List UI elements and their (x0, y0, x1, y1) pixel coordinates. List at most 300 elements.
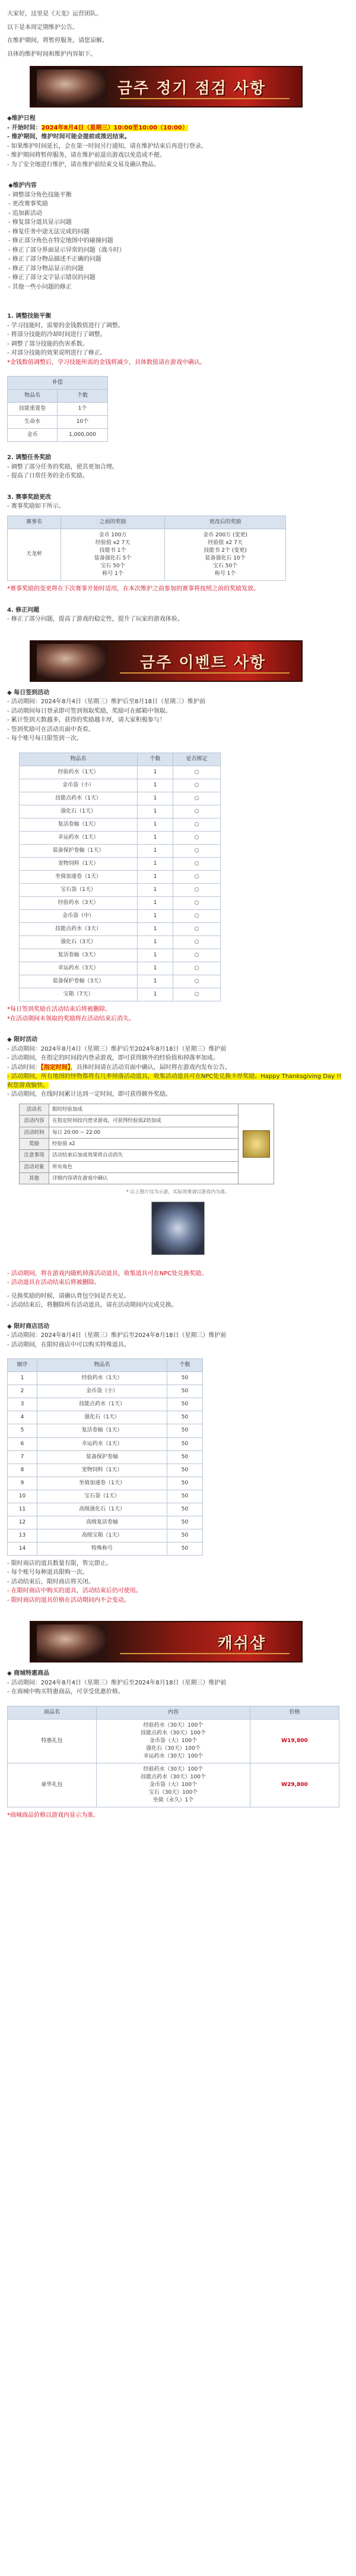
table-cell: 其他 (20, 1172, 49, 1184)
table-row (20, 897, 221, 910)
table-cell: 4 (8, 1411, 37, 1424)
list-item: - 如果维护时间延长，会在第一时间另行通知，请在维护结束后再进行登录。 (7, 143, 207, 150)
list-item: - 赛事奖励如下所示。 (7, 503, 65, 510)
table-cell: 技能点药水（3天） (20, 923, 138, 936)
table-cell: ○ (173, 975, 221, 988)
maintenance-content (7, 182, 349, 292)
table-cell: 复活卷轴（3天） (20, 949, 138, 962)
banner-title: 금주 이벤트 사항 (140, 653, 266, 672)
cashshop-section (7, 1670, 349, 1820)
table-cell: 复活卷轴（1天） (20, 818, 138, 831)
table-cell: ○ (173, 897, 221, 910)
table-cell: 幸运药水（3天） (20, 962, 138, 975)
event-checkin (7, 689, 349, 1024)
time-value: 2024年8月4日（星期三）10:00至10:00（10:00） (41, 124, 188, 131)
table-row (8, 1529, 203, 1542)
table-cell: 1 (138, 831, 173, 844)
maintenance-schedule (7, 115, 349, 169)
table-cell: 每日 20:00 ~ 22:00 (49, 1127, 239, 1138)
table-row (20, 923, 221, 936)
compensation-table (7, 376, 108, 442)
event-item-image (151, 1202, 205, 1255)
reward-line: 技能书 2个 (变更) (204, 547, 247, 554)
character-image (37, 69, 108, 106)
table-cell: 经验值 x2 (49, 1138, 239, 1149)
table-row (20, 766, 221, 779)
reward-line: 宝石 50个 (100, 562, 125, 569)
column-header: 物品名 (20, 753, 138, 766)
section-event-reward (7, 494, 349, 594)
table-cell: 活动名 (20, 1104, 49, 1115)
note: *赛事奖励的变更将在下次赛事开始时适用，在本次维护之前参加的赛事将按照之前的奖励发放。 (7, 586, 259, 593)
column-header: 顺序 (8, 1359, 37, 1372)
column-header: 是否绑定 (173, 753, 221, 766)
table-cell: 1 (138, 949, 173, 962)
column-header: 之前的奖励 (61, 516, 165, 529)
table-row (8, 1398, 203, 1411)
table-row (20, 1127, 274, 1138)
table-cell: 宠物饲料（1天） (37, 1464, 167, 1477)
list-item: - 为了安全地进行维护，请在维护前结束交易及确认物品。 (7, 161, 160, 168)
table-cell: ○ (173, 988, 221, 1001)
table-cell: ○ (173, 884, 221, 897)
character-image (37, 644, 108, 681)
table-title: 补偿 (8, 377, 108, 390)
table-row (20, 1104, 274, 1115)
table-cell: 经验药水（1天） (37, 1372, 167, 1385)
banner-title: 캐쉬샵 (217, 1635, 266, 1653)
table-cell: 3 (8, 1398, 37, 1411)
list-item: - 活动期间，将在游戏内随机掉落活动道具，收集道具可在NPC处兑换奖励。 (7, 1270, 208, 1277)
banner-divider (120, 1653, 290, 1654)
table-cell: 高级强化石（1天） (37, 1503, 167, 1516)
table-cell: 50 (167, 1542, 203, 1555)
table-cell: 1 (138, 857, 173, 870)
table-row (20, 818, 221, 831)
content-line: 金币袋（大）100个 (149, 1782, 198, 1788)
table-row (8, 1450, 203, 1464)
event-detail-table (19, 1104, 274, 1184)
table-cell: ○ (173, 857, 221, 870)
list-item: - 修正了部分文字显示错误的问题 (8, 274, 96, 281)
table-row (8, 403, 108, 416)
list-item: - 活动道具在活动结束后将被删除。 (7, 1279, 100, 1287)
cashshop-table (7, 1706, 339, 1808)
event-icon (243, 1130, 270, 1158)
greeting: 大家好，这里是《天龙》运营团队。 (7, 11, 102, 17)
table-row (20, 844, 221, 857)
list-item: ，具体时间请在活动页面中确认，届时将在游戏内发布公告。 (70, 1064, 231, 1071)
table-row (20, 975, 221, 988)
note: *在活动期间未领取的奖励将在活动结束后消失。 (7, 1015, 135, 1022)
table-cell: 技能点药水（1天） (37, 1398, 167, 1411)
table-cell: 宝石袋（1天） (37, 1490, 167, 1503)
table-row (8, 1424, 203, 1437)
list-item: - 追加新活动 (8, 210, 42, 217)
table-row (20, 910, 221, 923)
table-cell: 活动结束后加成效果将自动消失 (49, 1150, 239, 1161)
table-cell: 宝石袋（1天） (20, 884, 138, 897)
highlight-line: - 活动期间，所有地图的怪物都将有几率掉落活动道具，收集活动道具可在NPC处兑换丰厚奖励。Happy Thanksgiving Day !! 祝您游戏愉快。 (7, 1073, 342, 1089)
table-row (20, 962, 221, 975)
table-row (20, 1150, 274, 1161)
table-cell: 1 (138, 844, 173, 857)
list-item: - 活动期间，在线时间累计达到一定时间，即可获得额外奖励。 (7, 1091, 171, 1098)
reward-line: 经验值 x2 7天 (95, 539, 131, 546)
section-heading: 4. 修正问题 (7, 606, 40, 614)
table-cell: 详细内容请在游戏中确认 (49, 1172, 239, 1184)
table-cell: 50 (167, 1372, 203, 1385)
table-cell: 生命水 (8, 416, 58, 429)
table-cell: 坐骑加速卷（1天） (20, 870, 138, 883)
table-cell: 金币袋（小） (20, 779, 138, 792)
table-cell: 注意事项 (20, 1150, 49, 1161)
table-row (20, 1115, 274, 1127)
list-item: - 将部分技能的冷却时间进行了调整。 (7, 331, 106, 338)
table-row (8, 1477, 203, 1490)
table-cell: 强化石（3天） (20, 936, 138, 949)
table-cell: ○ (173, 949, 221, 962)
price-cell: W19,800 (250, 1719, 339, 1763)
table-cell: 1 (138, 988, 173, 1001)
list-item: - 在限时商店中购买的道具，活动结束后仍可使用。 (7, 1588, 142, 1595)
table-cell: 50 (167, 1437, 203, 1450)
table-cell: 奖励 (20, 1138, 49, 1149)
table-cell: 幸运药水（1天） (20, 831, 138, 844)
event-banner (30, 640, 303, 682)
column-header: 个数 (57, 390, 107, 403)
table-cell: 宠物饲料（1天） (20, 857, 138, 870)
table-cell: 1 (138, 818, 173, 831)
table-cell: 技能重置卷 (8, 403, 58, 416)
table-cell: 特惠礼包 (8, 1719, 97, 1763)
note: *商城商品价格以游戏内显示为准。 (7, 1812, 99, 1819)
list-item: - 活动期间：2024年8月4日（星期三）维护后至2024年8月18日（星期三）维护前 (7, 1332, 227, 1339)
table-cell: ○ (173, 936, 221, 949)
list-item: - 维护期间，维护时间可能会提前或推迟结束。 (7, 134, 131, 140)
reward-line: 技能书 1个 (99, 547, 126, 554)
table-cell: 活动内容 (20, 1115, 49, 1127)
list-item: - 维护期间将暂停服务，请在维护前退出游戏以免造成不便。 (7, 152, 166, 159)
table-body (20, 1104, 274, 1184)
reward-line: 金币 200万 (变更) (203, 532, 248, 538)
list-item: - 更改赛事奖励 (8, 201, 48, 207)
event-drop (7, 1270, 349, 1310)
table-cell: ○ (173, 870, 221, 883)
table-row (20, 988, 221, 1001)
character-image (37, 1624, 108, 1661)
table-cell: 1 (138, 884, 173, 897)
table-cell: 1 (138, 923, 173, 936)
table-cell: 天龙杯 (8, 529, 61, 580)
intro-line: 具体的维护时间和维护内容如下。 (7, 50, 96, 58)
table-row (8, 1516, 203, 1529)
list-item: - 修正了部分问题，提高了游戏的稳定性，提升了玩家的游戏体验。 (7, 616, 183, 623)
content-line: 宝石（30天）100个 (148, 1790, 198, 1796)
table-cell (97, 1719, 250, 1763)
section-heading: 2. 调整任务奖励 (7, 454, 52, 462)
event-timed (7, 1036, 349, 1254)
table-cell: 1,000,000 (57, 429, 107, 442)
table-row (8, 1411, 203, 1424)
table-cell: 活动对象 (20, 1161, 49, 1172)
table-row (20, 805, 221, 818)
reward-table (7, 516, 286, 581)
table-row (20, 949, 221, 962)
table-cell: 50 (167, 1411, 203, 1424)
table-row (8, 1503, 203, 1516)
table-row (8, 1719, 339, 1763)
column-header: 个数 (167, 1359, 203, 1372)
table-cell: 1 (138, 805, 173, 818)
list-item: - 其他一些小问题的修正 (8, 283, 72, 290)
list-item: - 活动期间：2024年8月4日（星期三）维护后至8月18日（星期三）维护前 (7, 698, 206, 706)
column-header: 更改后的奖励 (165, 516, 286, 529)
table-row (8, 1437, 203, 1450)
list-item: - 累计签到天数越多，获得的奖励越丰厚，请大家积极参与！ (7, 717, 166, 724)
table-cell: 限时经验加成 (49, 1104, 239, 1115)
table-cell: 1 (138, 766, 173, 779)
list-item: - 学习技能时，需要的金钱数值进行了调整。 (7, 322, 124, 329)
section-heading: ◆ 商城特惠商品 (7, 1670, 50, 1677)
table-row (20, 936, 221, 949)
table-cell: 装备保护卷轴（1天） (20, 844, 138, 857)
table-body (8, 1719, 339, 1807)
table-cell: 50 (167, 1477, 203, 1490)
table-cell: 金币袋（小） (37, 1385, 167, 1398)
list-item: - 活动期间，在限时商店中可以购买特殊道具。 (7, 1341, 130, 1348)
table-row (8, 529, 286, 580)
table-cell (61, 529, 165, 580)
table-cell: 50 (167, 1424, 203, 1437)
table-cell: 1 (138, 910, 173, 923)
maintenance-banner (30, 66, 303, 108)
table-cell: 13 (8, 1529, 37, 1542)
table-row (8, 1464, 203, 1477)
list-item: - 在商城中购买特惠商品，可享受优惠价格。 (7, 1689, 124, 1696)
table-cell: 1 (138, 897, 173, 910)
content-line: 经验药水（30天）100个 (143, 1766, 204, 1773)
list-item: - 修正了部分界面显示异常的问题（战斗时） (8, 246, 125, 254)
table-body (20, 766, 221, 1001)
table-row (20, 779, 221, 792)
table-cell: 强化石（1天） (37, 1411, 167, 1424)
content-line: 金币袋（大）100个 (149, 1738, 198, 1744)
list-item: - 修正了部分物品显示的问题 (8, 265, 84, 272)
table-cell: 50 (167, 1503, 203, 1516)
checkin-reward-table (19, 753, 221, 1002)
table-cell: 金币 (8, 429, 58, 442)
table-cell: 特殊称号 (37, 1542, 167, 1555)
content-line: 强化石（30天）100个 (146, 1746, 201, 1752)
table-cell (97, 1763, 250, 1807)
highlight-tag: 【指定时间】 (40, 1064, 71, 1071)
table-row (8, 1763, 339, 1807)
table-cell: ○ (173, 805, 221, 818)
list-item: - 活动时间： (7, 1064, 41, 1071)
table-cell: 高级复活卷轴 (37, 1516, 167, 1529)
column-header: 内容 (97, 1706, 250, 1719)
section-bugfix (7, 606, 349, 624)
table-cell: 坐骑加速卷（1天） (37, 1477, 167, 1490)
table-cell: 14 (8, 1542, 37, 1555)
table-cell: 复活卷轴（1天） (37, 1424, 167, 1437)
section-heading: ◆维护内容 (8, 182, 37, 189)
table-cell: 5 (8, 1424, 37, 1437)
reward-line: 装备强化石 5个 (94, 555, 132, 561)
list-item: - 活动结束后，将删除所有活动道具，请在活动期间内完成兑换。 (7, 1302, 177, 1309)
table-cell: 1 (138, 792, 173, 805)
table-cell: ○ (173, 779, 221, 792)
table-row (20, 1138, 274, 1149)
table-cell: 1 (138, 936, 173, 949)
list-item: - 调整部分角色技能平衡 (8, 191, 72, 198)
list-item: - 每个账号每种道具限购一次。 (7, 1569, 88, 1576)
reward-line: 经验值 x2 7天 (208, 539, 243, 546)
table-cell: ○ (173, 923, 221, 936)
note: *金钱数值调整后，学习技能所需的金钱将减少，具体数值请在游戏中确认。 (7, 359, 206, 366)
table-cell: 50 (167, 1529, 203, 1542)
list-item: - 兑换奖励的时候，请确认背包空间是否充足。 (7, 1292, 130, 1300)
section-heading: ◆ 限时活动 (7, 1036, 38, 1044)
table-cell (165, 529, 286, 580)
list-item: - 修复部分道具显示问题 (8, 219, 72, 226)
banner-divider (120, 98, 290, 99)
table-cell: 12 (8, 1516, 37, 1529)
table-cell: 6 (8, 1437, 37, 1450)
section-heading: ◆ 每日签到活动 (7, 689, 50, 696)
column-header: 物品名 (37, 1359, 167, 1372)
event-shop (7, 1323, 349, 1605)
section-heading: ◆ 限时商店活动 (7, 1323, 50, 1330)
table-cell: 50 (167, 1464, 203, 1477)
section-heading: ◆维护日程 (7, 115, 36, 122)
table-body (8, 1372, 203, 1556)
table-row (20, 792, 221, 805)
list-item: - 每个账号每日限签到一次。 (7, 735, 82, 742)
list-item: - 修复任务中途无法完成的问题 (8, 228, 90, 235)
list-item: - 对部分技能的效果说明进行了修正。 (7, 350, 106, 356)
table-cell: 强化石（1天） (20, 805, 138, 818)
content-line: 技能点药水（30天）100个 (141, 1730, 206, 1737)
table-cell: 1 (138, 779, 173, 792)
section-heading: 1. 调整技能平衡 (7, 313, 52, 320)
table-cell: 宝箱（7天） (20, 988, 138, 1001)
list-item: - 活动期间每日登录即可签到领取奖励，奖励可在邮箱中领取。 (7, 707, 171, 715)
table-cell: ○ (173, 792, 221, 805)
time-label: - 开始时间： (7, 124, 42, 131)
section-skill-balance (7, 312, 349, 442)
table-cell: 10个 (57, 416, 107, 429)
limited-shop-table (7, 1358, 203, 1556)
table-row (8, 1542, 203, 1555)
table-cell: 9 (8, 1477, 37, 1490)
table-cell: 活动时间 (20, 1127, 49, 1138)
table-row (8, 429, 108, 442)
caption: * 以上图片仅为示意，实际效果请以游戏内为准。 (126, 1189, 230, 1195)
table-row (20, 1172, 274, 1184)
table-cell: 高级宝箱（1天） (37, 1529, 167, 1542)
table-cell: 1 (8, 1372, 37, 1385)
table-cell: 8 (8, 1464, 37, 1477)
column-header: 物品名 (8, 390, 58, 403)
icon-cell-wrap (239, 1104, 274, 1184)
banner-divider (120, 672, 290, 674)
list-item: - 限时商店的道具数量有限，售完即止。 (7, 1560, 112, 1567)
content-line: 技能点药水（30天）100个 (141, 1774, 206, 1781)
list-item: - 限时商店的道具价格在活动期间内不会变动。 (7, 1597, 130, 1604)
content-line: 经验药水（30天）100个 (143, 1722, 204, 1728)
cashshop-banner (30, 1621, 303, 1662)
table-row (20, 1161, 274, 1172)
list-item: - 提高了日常任务的金币奖励。 (7, 473, 88, 480)
reward-line: 宝石 50个 (212, 562, 238, 569)
column-header: 价格 (250, 1706, 339, 1719)
table-row (20, 831, 221, 844)
price-cell: W29,800 (250, 1763, 339, 1807)
content-line: 坐骑（永久）1个 (152, 1797, 194, 1804)
table-row (20, 870, 221, 883)
intro-line: 在维护期间，将暂停服务，请您谅解。 (7, 37, 108, 44)
table-cell: 经验药水（1天） (20, 766, 138, 779)
reward-line: 称号 1个 (214, 571, 236, 577)
table-cell: ○ (173, 818, 221, 831)
table-cell: ○ (173, 844, 221, 857)
table-cell: 技能点药水（1天） (20, 792, 138, 805)
column-header: 赛事名 (8, 516, 61, 529)
list-item: - 活动结束后，限时商店将关闭。 (7, 1578, 94, 1585)
table-cell: 11 (8, 1503, 37, 1516)
table-cell: 1个 (57, 403, 107, 416)
column-header: 商品名 (8, 1706, 97, 1719)
list-item: - 活动期间：2024年8月4日（星期三）维护后至2024年8月18日（星期三）维护前 (7, 1679, 227, 1686)
list-item: - 调整了部分技能的伤害系数。 (7, 340, 88, 347)
section-quest-reward (7, 454, 349, 481)
list-item: - 修正了部分物品描述不正确的问题 (8, 256, 101, 263)
table-cell: ○ (173, 766, 221, 779)
table-cell: 10 (8, 1490, 37, 1503)
table-cell: 50 (167, 1398, 203, 1411)
table-cell: 2 (8, 1385, 37, 1398)
table-cell: ○ (173, 910, 221, 923)
reward-line: 金币 100万 (98, 532, 127, 538)
table-cell: 7 (8, 1450, 37, 1464)
table-cell: 1 (138, 962, 173, 975)
banner-title: 금주 정기 점검 사항 (117, 80, 266, 97)
table-cell: 装备保护卷轴（3天） (20, 975, 138, 988)
list-item: - 签到奖励可在活动页面中查看。 (7, 726, 94, 733)
reward-line: 装备强化石 10个 (205, 555, 246, 561)
table-cell: 豪华礼包 (8, 1763, 97, 1807)
table-cell: 50 (167, 1450, 203, 1464)
table-cell: ○ (173, 831, 221, 844)
intro-line: 以下是本周定期维护公告。 (7, 24, 78, 31)
table-cell: 50 (167, 1516, 203, 1529)
table-cell: 所有角色 (49, 1161, 239, 1172)
intro (7, 10, 349, 59)
list-item: - 活动期间，在指定的时间段内登录游戏，即可获得额外的经验值和掉落率加成。 (7, 1055, 219, 1062)
content-line: 幸运药水（30天）100个 (143, 1753, 204, 1760)
table-cell: ○ (173, 962, 221, 975)
table-row (8, 1372, 203, 1385)
table-row (8, 416, 108, 429)
table-row (20, 884, 221, 897)
section-heading: 3. 赛事奖励更改 (7, 494, 52, 501)
table-cell: 经验药水（3天） (20, 897, 138, 910)
list-item: - 活动期间：2024年8月4日（星期三）维护后至2024年8月18日（星期三）维护前 (7, 1045, 227, 1052)
table-cell: 1 (138, 870, 173, 883)
column-header: 个数 (138, 753, 173, 766)
